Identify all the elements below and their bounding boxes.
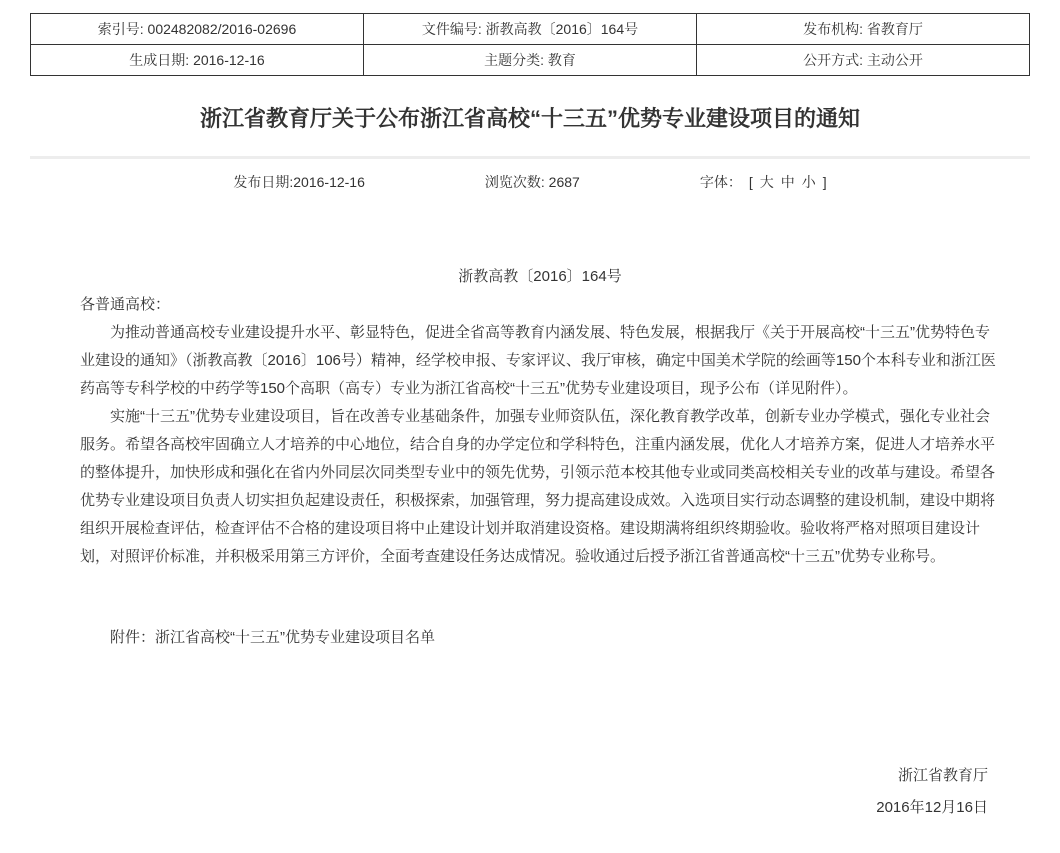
view-count-label: 浏览次数: 2687 [484, 174, 580, 190]
signature-block [80, 760, 1000, 824]
doc-info-table [30, 13, 1030, 76]
info-cell-disclosure-mode: 公开方式: 主动公开 [697, 45, 1030, 76]
info-cell-issuing-agency: 发布机构: 省教育厅 [697, 14, 1030, 45]
document-page [0, 13, 1060, 853]
font-size-medium-button[interactable]: 中 [780, 174, 795, 190]
publish-date-label: 发布日期:2016-12-16 [233, 174, 365, 190]
attachment-line: 附件：浙江省高校“十三五”优势专业建设项目名单 [110, 629, 435, 646]
salutation: 各普通高校： [80, 296, 171, 313]
font-size-bracket-close: ] [822, 174, 827, 190]
body-paragraph: 实施“十三五”优势专业建设项目，旨在改善专业基础条件，加强专业师资队伍，深化教育教学改革，创新专业办学模式，强化专业社会服务。希望各高校牢固确立人才培养的中心地位，结合自身的办学定位和学科特色，注重内涵发展，优化人才培养方案，促进人才培养水平的整体提升，加快形成和强化在省内外同层次同类型专业中的领先优势，引领示范本校其他专业或同类高校相关专业的改革与建设。希望各优势专业建设项目负责人切实担负起建设责任，积极探索，加强管理，努力提高建设成效。入选项目实行动态调整的建设机制，建设中期将组织开展检查评估，检查评估不合格的建设项目将中止建设计划并取消建设资格。建设期满将组织终期验收。验收将严格对照项目建设计划，对照评价标准，并积极采用第三方评价，全面考查建设任务达成情况。验收通过后授予浙江省普通高校“十三五”优势专业称号。 [80, 408, 996, 565]
info-table-row [31, 14, 1030, 45]
signer-name: 浙江省教育厅 [897, 767, 988, 784]
font-size-small-button[interactable]: 小 [801, 174, 816, 190]
font-size-control [700, 173, 827, 191]
meta-row [0, 173, 1060, 191]
title-divider [30, 156, 1030, 159]
page-title: 浙江省教育厅关于公布浙江省高校“十三五”优势专业建设项目的通知 [199, 106, 860, 131]
sign-date: 2016年12月16日 [876, 799, 988, 816]
info-cell-index-number: 索引号: 002482082/2016-02696 [31, 14, 364, 45]
info-cell-subject-category: 主题分类: 教育 [364, 45, 697, 76]
document-body [80, 263, 1000, 824]
document-number: 浙教高教〔2016〕164号 [458, 268, 622, 285]
font-size-label: 字体： [699, 174, 742, 190]
info-table-row [31, 45, 1030, 76]
font-size-bracket-open: [ [748, 174, 753, 190]
info-cell-file-number: 文件编号: 浙教高教〔2016〕164号 [364, 14, 697, 45]
font-size-large-button[interactable]: 大 [759, 174, 774, 190]
body-paragraph: 为推动普通高校专业建设提升水平、彰显特色，促进全省高等教育内涵发展、特色发展，根据我厅《关于开展高校“十三五”优势特色专业建设的通知》（浙教高教〔2016〕106号）精神，经学校申报、专家评议、我厅审核，确定中国美术学院的绘画等150个本科专业和浙江医药高等专科学校的中药学等150个高职（高专）专业为浙江省高校“十三五”优势专业建设项目，现予公布（详见附件）。 [80, 324, 996, 397]
info-cell-creation-date: 生成日期: 2016-12-16 [31, 45, 364, 76]
